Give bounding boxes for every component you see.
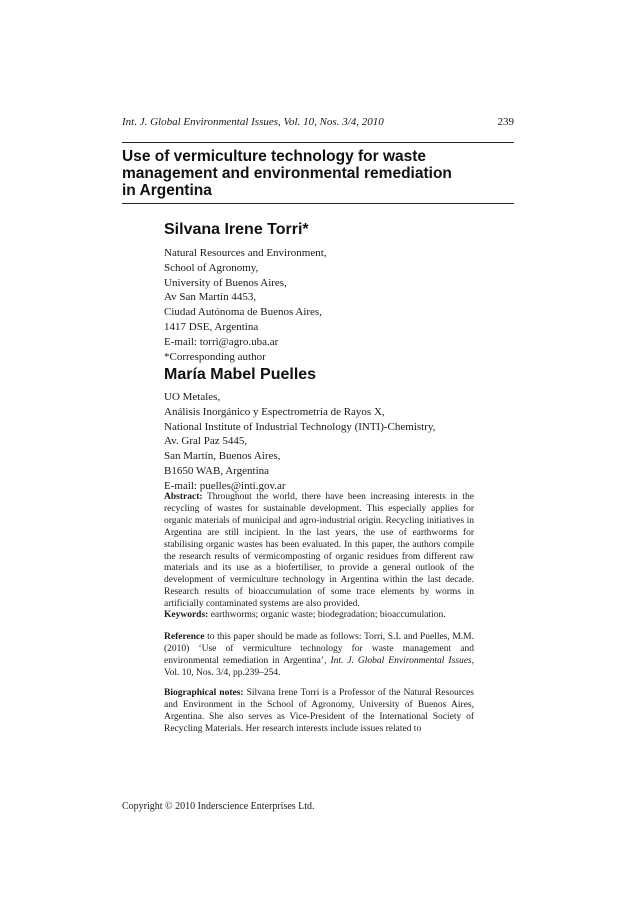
- author-email[interactable]: E-mail: torri@agro.uba.ar: [164, 335, 279, 348]
- affiliation-line: 1417 DSE, Argentina: [164, 320, 259, 333]
- corresponding-author-note: *Corresponding author: [164, 350, 266, 363]
- reference-label: Reference: [164, 632, 205, 642]
- paper-title: [122, 148, 514, 199]
- keywords: [164, 610, 474, 622]
- author-name: Silvana Irene Torri*: [164, 221, 309, 238]
- affiliation-line: School of Agronomy,: [164, 261, 259, 274]
- abstract: [164, 492, 474, 611]
- author-affiliation: [164, 390, 435, 494]
- title-line: Use of vermiculture technology for waste: [122, 148, 427, 165]
- author-name: María Mabel Puelles: [164, 366, 317, 383]
- affiliation-line: Ciudad Autónoma de Buenos Aires,: [164, 306, 322, 319]
- biographical-notes: [164, 688, 474, 736]
- journal-citation: Int. J. Global Environmental Issues, Vol. 10, Nos. 3/4, 2010: [122, 116, 384, 128]
- running-header: [122, 116, 514, 128]
- keywords-text: earthworms; organic waste; biodegradation; bioaccumulation.: [210, 610, 446, 620]
- title-bottom-rule: [122, 203, 514, 204]
- biographical-label: Biographical notes:: [164, 688, 244, 698]
- title-line: management and environmental remediation: [122, 165, 452, 182]
- abstract-text: Throughout the world, there have been increasing interests in the recycling of wastes for sustainable development. This especially applies for organic materials of municipal and agro-industrial origin. Recycling initiatives in Argentina are still incipient. In the last years, the use of earthworms for stabilising organic wastes has been evaluated. In this paper, the authors compile the research results of vermicomposting of organic residues from different raw materials and its use as a biofertiliser, to provide a general outlook of the development of vermiculture technology in Argentina within the last decade. Research results of bioaccumulation of some trace elements by worms in artificially contaminated systems are also provided.: [164, 492, 474, 610]
- affiliation-line: University of Buenos Aires,: [164, 276, 287, 289]
- abstract-label: Abstract:: [164, 492, 203, 502]
- reference: [164, 632, 474, 680]
- reference-text: to this paper should be made as follows: Torri, S.I. and Puelles, M.M. (2010) ‘Use of vermiculture technology for waste management and environmental remediation in Argentina’,: [164, 632, 475, 666]
- affiliation-line: UO Metales,: [164, 391, 221, 403]
- affiliation-line: Av San Martín 4453,: [164, 291, 257, 304]
- title-line: in Argentina: [122, 182, 212, 199]
- keywords-label: Keywords:: [164, 610, 209, 620]
- author-email[interactable]: E-mail: puelles@inti.gov.ar: [164, 479, 286, 492]
- copyright-footer: Copyright © 2010 Inderscience Enterprises Ltd.: [122, 801, 315, 812]
- reference-volume: , Vol. 10, Nos. 3/4, pp.239–254.: [164, 655, 475, 678]
- affiliation-line: Natural Resources and Environment,: [164, 247, 327, 259]
- affiliation-line: B1650 WAB, Argentina: [164, 464, 270, 477]
- biographical-text: Silvana Irene Torri is a Professor of the Natural Resources and Environment in the School of Agronomy, University of Buenos Aires, Argentina. She also serves as Vice-President of the International Society of Recycling Materials. Her research interests include issues related to: [164, 688, 475, 734]
- affiliation-line: Análisis Inorgánico y Espectrometría de Rayos X,: [164, 405, 385, 418]
- author-affiliation: [164, 246, 327, 364]
- affiliation-line: San Martín, Buenos Aires,: [164, 450, 281, 463]
- title-top-rule: [122, 142, 514, 143]
- reference-journal: Int. J. Global Environmental Issues: [330, 655, 472, 666]
- affiliation-line: National Institute of Industrial Technology (INTI)-Chemistry,: [164, 420, 436, 433]
- affiliation-line: Av. Gral Paz 5445,: [164, 435, 248, 448]
- page-number: 239: [497, 116, 514, 128]
